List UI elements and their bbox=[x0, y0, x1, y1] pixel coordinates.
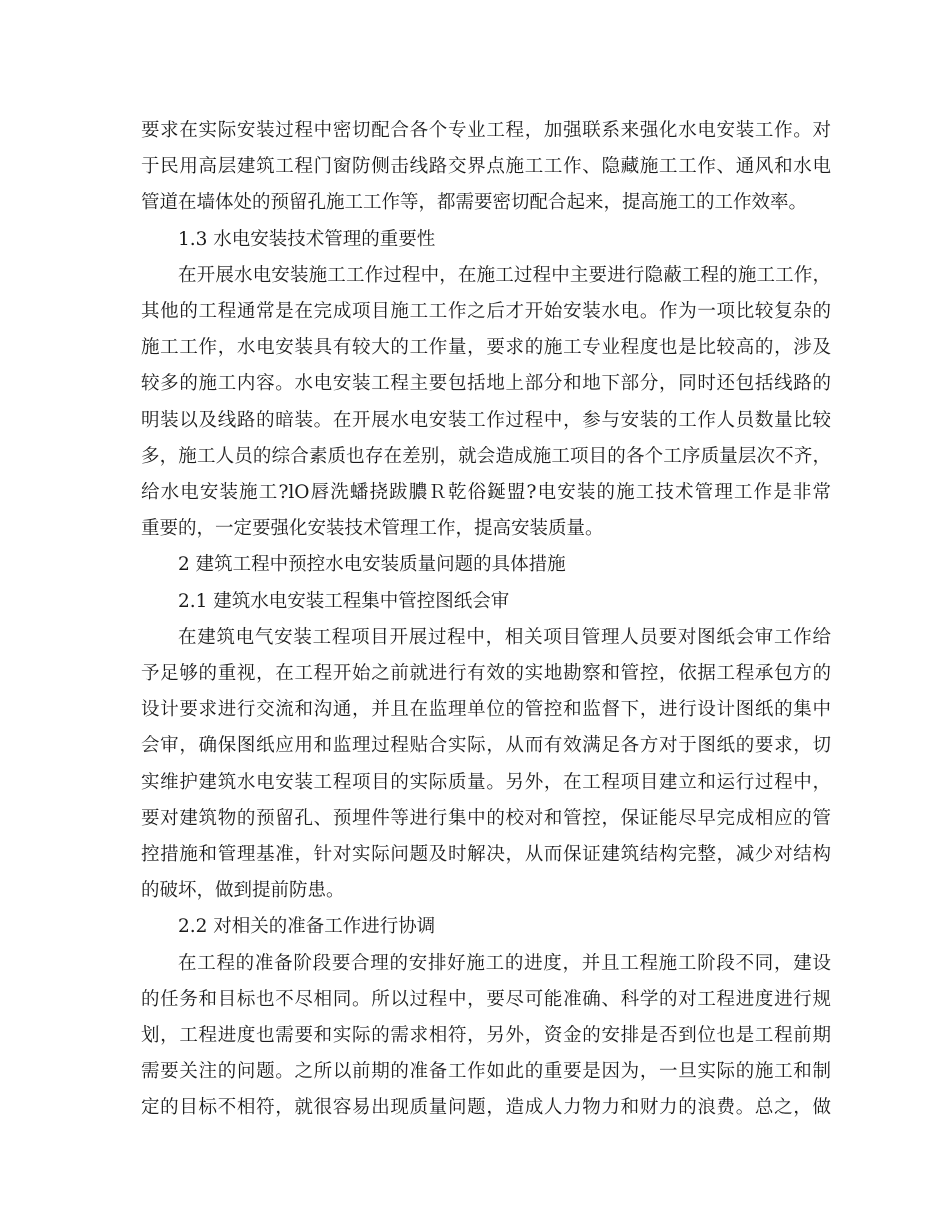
section-heading bbox=[141, 547, 831, 583]
text-line: 设计要求进行交流和沟通，并且在监理单位的管控和监督下，进行设计图纸的集中 bbox=[141, 699, 831, 721]
text-line: 要求在实际安装过程中密切配合各个专业工程，加强联系来强化水电安装工作。对 bbox=[141, 120, 831, 141]
text-line: 会审，确保图纸应用和监理过程贴合实际，从而有效满足各方对于图纸的要求，切 bbox=[141, 735, 831, 757]
text-line: 施工工作，水电安装具有较大的工作量，要求的施工专业程度也是比较高的，涉及 bbox=[141, 337, 831, 359]
text-line: 需要关注的问题。之所以前期的准备工作如此的重要是因为，一旦实际的施工和制 bbox=[141, 1061, 831, 1083]
body-paragraph bbox=[141, 258, 831, 548]
text-line: 较多的施工内容。水电安装工程主要包括地上部分和地下部分，同时还包括线路的 bbox=[141, 373, 831, 395]
text-line: 于民用高层建筑工程门窗防侧击线路交界点施工工作、隐藏施工工作、通风和水电 bbox=[141, 156, 831, 178]
text-line: 其他的工程通常是在完成项目施工工作之后才开始安装水电。作为一项比较复杂的 bbox=[141, 301, 831, 323]
text-line: 予足够的重视，在工程开始之前就进行有效的实地勘察和管控，依据工程承包方的 bbox=[141, 663, 831, 685]
heading-text: 2.1 建筑水电安装工程集中管控图纸会审 bbox=[178, 590, 510, 612]
text-line: 多，施工人员的综合素质也存在差别，就会造成施工项目的各个工序质量层次不齐， bbox=[141, 445, 831, 467]
subsection-heading bbox=[141, 584, 831, 620]
text-line: 管道在墙体处的预留孔施工工作等，都需要密切配合起来，提高施工的工作效率。 bbox=[141, 192, 808, 214]
text-line: 明装以及线路的暗装。在开展水电安装工作过程中，参与安装的工作人员数量比较 bbox=[141, 409, 831, 431]
text-line: 在工程的准备阶段要合理的安排好施工的进度，并且工程施工阶段不同，建设 bbox=[178, 952, 831, 974]
heading-text: 2.2 对相关的准备工作进行协调 bbox=[178, 916, 436, 938]
text-line: 给水电安装施工?lO唇洗蟠挠跋膿Ｒ乾俗鋋盟?电安装的施工技术管理工作是非常 bbox=[141, 482, 831, 504]
text-line: 在开展水电安装施工工作过程中，在施工过程中主要进行隐蔽工程的施工工作， bbox=[178, 264, 831, 286]
text-line: 定的目标不相符，就很容易出现质量问题，造成人力物力和财力的浪费。总之，做 bbox=[141, 1097, 831, 1119]
text-line: 重要的，一定要强化安装技术管理工作，提高安装质量。 bbox=[141, 518, 604, 540]
text-line: 实维护建筑水电安装工程项目的实际质量。另外，在工程项目建立和运行过程中， bbox=[141, 771, 831, 793]
heading-text: 1.3 水电安装技术管理的重要性 bbox=[178, 228, 436, 250]
heading-text: 2 建筑工程中预控水电安装质量问题的具体措施 bbox=[178, 554, 566, 576]
subsection-heading bbox=[141, 909, 831, 945]
document-body bbox=[141, 113, 831, 1127]
text-line: 的破坏，做到提前防患。 bbox=[141, 880, 345, 902]
body-paragraph bbox=[141, 620, 831, 910]
text-line: 要对建筑物的预留孔、预埋件等进行集中的校对和管控，保证能尽早完成相应的管 bbox=[141, 807, 831, 829]
body-paragraph bbox=[141, 113, 831, 222]
text-line: 控措施和管理基准，针对实际问题及时解决，从而保证建筑结构完整，减少对结构 bbox=[141, 844, 831, 866]
text-line: 的任务和目标也不尽相同。所以过程中，要尽可能准确、科学的对工程进度进行规 bbox=[141, 988, 831, 1010]
text-line: 在建筑电气安装工程项目开展过程中，相关项目管理人员要对图纸会审工作给 bbox=[178, 626, 831, 648]
section-heading bbox=[141, 222, 831, 258]
text-line: 划，工程进度也需要和实际的需求相符，另外，资金的安排是否到位也是工程前期 bbox=[141, 1025, 831, 1047]
body-paragraph bbox=[141, 946, 831, 1127]
